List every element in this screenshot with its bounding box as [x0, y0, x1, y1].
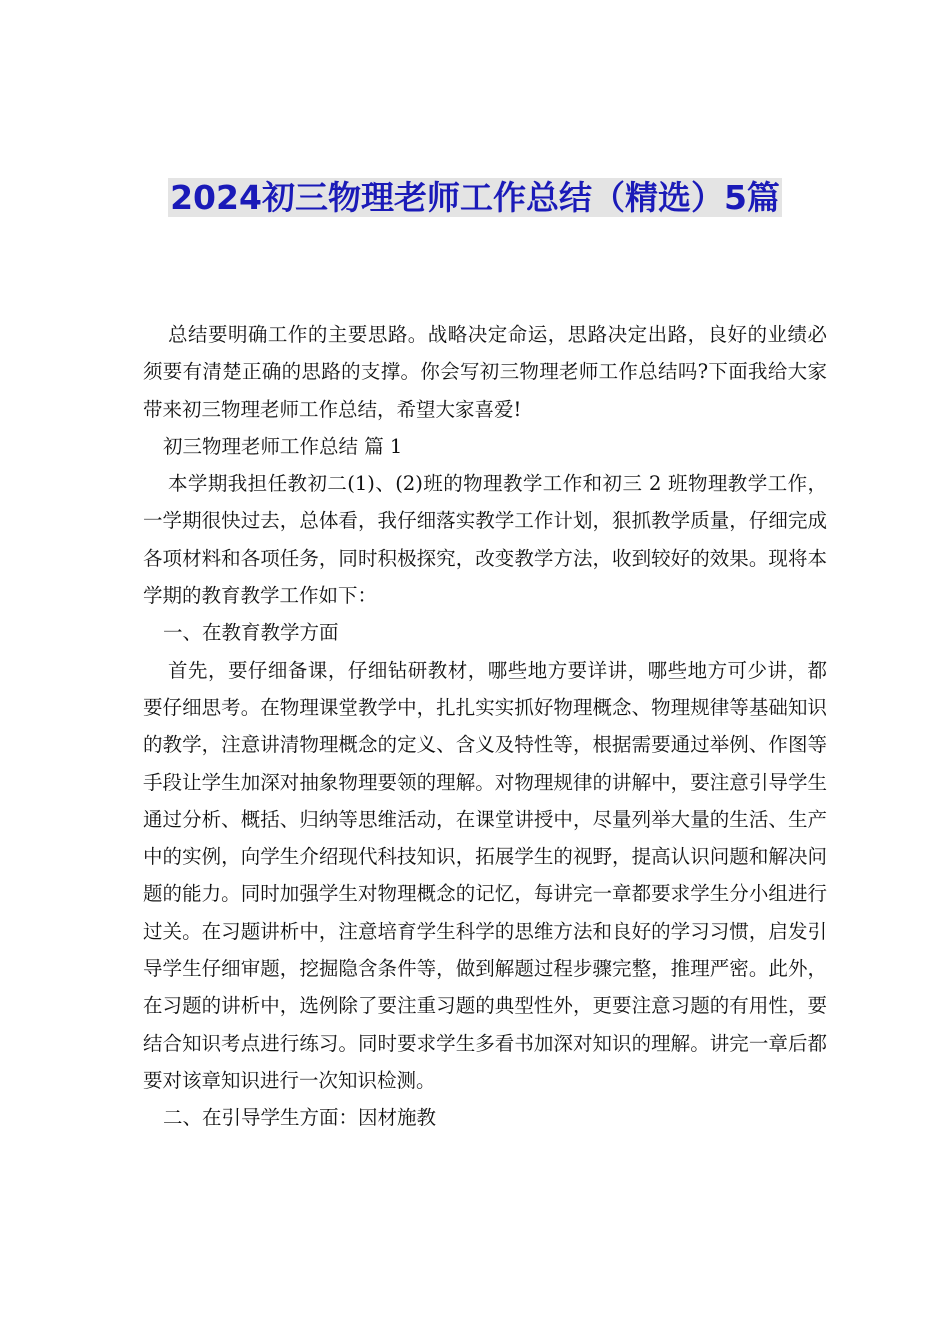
- document-body: [143, 316, 827, 1137]
- paragraph-2: 首先，要仔细备课，仔细钻研教材，哪些地方要详讲，哪些地方可少讲，都要仔细思考。在物理课堂教学中，扎扎实实抓好物理概念、物理规律等基础知识的教学，注意讲清物理概念的定义、含义及特性等，根据需要通过举例、作图等手段让学生加深对抽象物理要领的理解。对物理规律的讲解中，要注意引导学生通过分析、概括、归纳等思维活动，在课堂讲授中，尽量列举大量的生活、生产中的实例，向学生介绍现代科技知识，拓展学生的视野，提高认识问题和解决问题的能力。同时加强学生对物理概念的记忆，每讲完一章都要求学生分小组进行过关。在习题讲析中，注意培育学生科学的思维方法和良好的学习习惯，启发引导学生仔细审题，挖掘隐含条件等，做到解题过程步骤完整，推理严密。此外，在习题的讲析中，选例除了要注重习题的典型性外，更要注意习题的有用性，要结合知识考点进行练习。同时要求学生多看书加深对知识的理解。讲完一章后都要对该章知识进行一次知识检测。: [143, 658, 827, 1092]
- heading-1: 一、在教育教学方面: [163, 621, 339, 645]
- intro-paragraph: 总结要明确工作的主要思路。战略决定命运，思路决定出路，良好的业绩必须要有清楚正确的思路的支撑。你会写初三物理老师工作总结吗?下面我给大家带来初三物理老师工作总结，希望大家喜爱!: [143, 323, 827, 421]
- document-title: 2024初三物理老师工作总结（精选）5篇: [170, 178, 780, 217]
- heading-2: 二、在引导学生方面：因材施教: [163, 1106, 437, 1130]
- paragraph-1: 本学期我担任教初二(1)、(2)班的物理教学工作和初三 2 班物理教学工作，一学期很快过去，总体看，我仔细落实教学工作计划，狠抓教学质量，仔细完成各项材料和各项任务，同时积极探究，改变教学方法，收到较好的效果。现将本学期的教育教学工作如下：: [143, 472, 827, 608]
- title-block: [120, 172, 830, 224]
- section-title: 初三物理老师工作总结 篇 1: [163, 434, 403, 458]
